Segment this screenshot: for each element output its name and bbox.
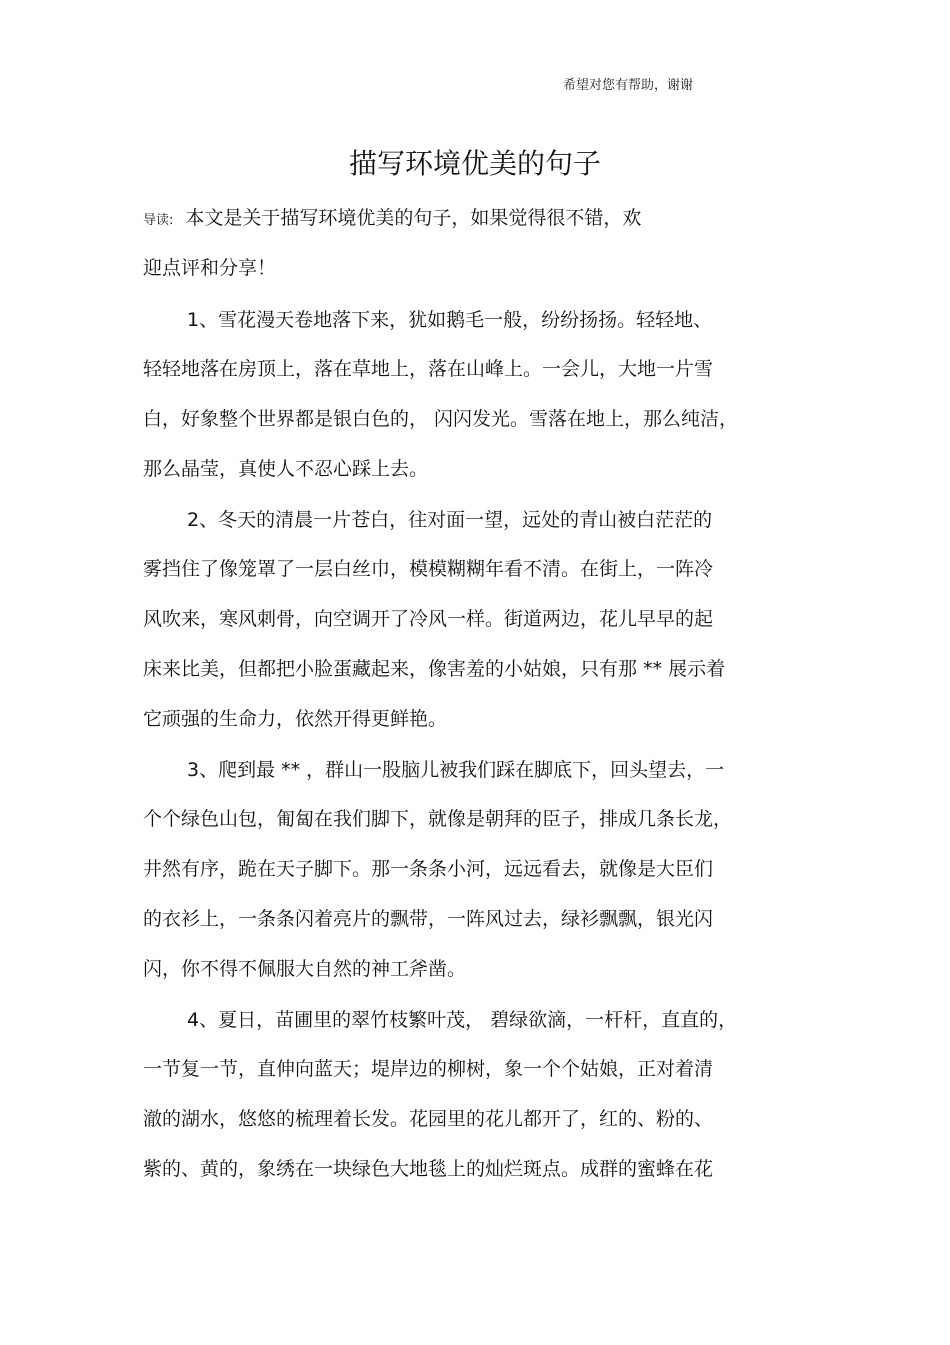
paragraph-line: 它顽强的生命力，依然开得更鲜艳。: [143, 708, 448, 730]
intro-label: 导读:: [143, 213, 174, 228]
paragraph-line: 白，好象整个世界都是银白色的， 闪闪发光。雪落在地上，那么纯洁，: [143, 408, 739, 430]
paragraph-line: 轻轻地落在房顶上，落在草地上，落在山峰上。一会儿，大地一片雪: [143, 358, 714, 380]
paragraph-line: 井然有序，跪在天子脚下。那一条条小河，远远看去，就像是大臣们: [143, 858, 714, 880]
paragraph-line: 个个绿色山包，匍匐在我们脚下，就像是朝拜的臣子，排成几条长龙，: [143, 808, 733, 830]
header-note: 希望对您有帮助，谢谢: [563, 78, 694, 93]
intro-line: [143, 206, 641, 233]
paragraph-line: 3、爬到最 ** ，群山一股脑儿被我们踩在脚底下，回头望去，一: [187, 759, 725, 781]
paragraph-line: 1、雪花漫天卷地落下来，犹如鹅毛一般，纷纷扬扬。轻轻地、: [187, 309, 713, 331]
paragraph-line: 4、夏日，苗圃里的翠竹枝繁叶茂， 碧绿欲滴，一杆杆，直直的，: [187, 1009, 738, 1031]
paragraph-line: 闪，你不得不佩服大自然的神工斧凿。: [143, 958, 467, 980]
paragraph-line: 那么晶莹，真使人不忍心踩上去。: [143, 458, 429, 480]
document-title: 描写环境优美的句子: [348, 147, 601, 180]
paragraph-line: 雾挡住了像笼罩了一层白丝巾，模模糊糊年看不清。在街上，一阵冷: [143, 558, 714, 580]
paragraph-line: 紫的、黄的，象绣在一块绿色大地毯上的灿烂斑点。成群的蜜蜂在花: [143, 1158, 714, 1180]
paragraph-line: 澈的湖水，悠悠的梳理着长发。花园里的花儿都开了，红的、粉的、: [143, 1108, 714, 1130]
intro-line: 迎点评和分享！: [143, 257, 277, 279]
paragraph-line: 床来比美，但都把小脸蛋藏起来，像害羞的小姑娘，只有那 ** 展示着: [143, 658, 726, 680]
paragraph-line: 2、冬天的清晨一片苍白，往对面一望，远处的青山被白茫茫的: [187, 509, 713, 531]
paragraph-line: 的衣衫上，一条条闪着亮片的飘带，一阵风过去，绿衫飘飘，银光闪: [143, 908, 714, 930]
paragraph-line: 一节复一节，直伸向蓝天；堤岸边的柳树，象一个个姑娘，正对着清: [143, 1058, 714, 1080]
paragraph-line: 风吹来，寒风刺骨，向空调开了冷风一样。街道两边，花儿早早的起: [143, 608, 714, 630]
intro-text: 本文是关于描写环境优美的句子，如果觉得很不错，欢: [185, 207, 642, 229]
